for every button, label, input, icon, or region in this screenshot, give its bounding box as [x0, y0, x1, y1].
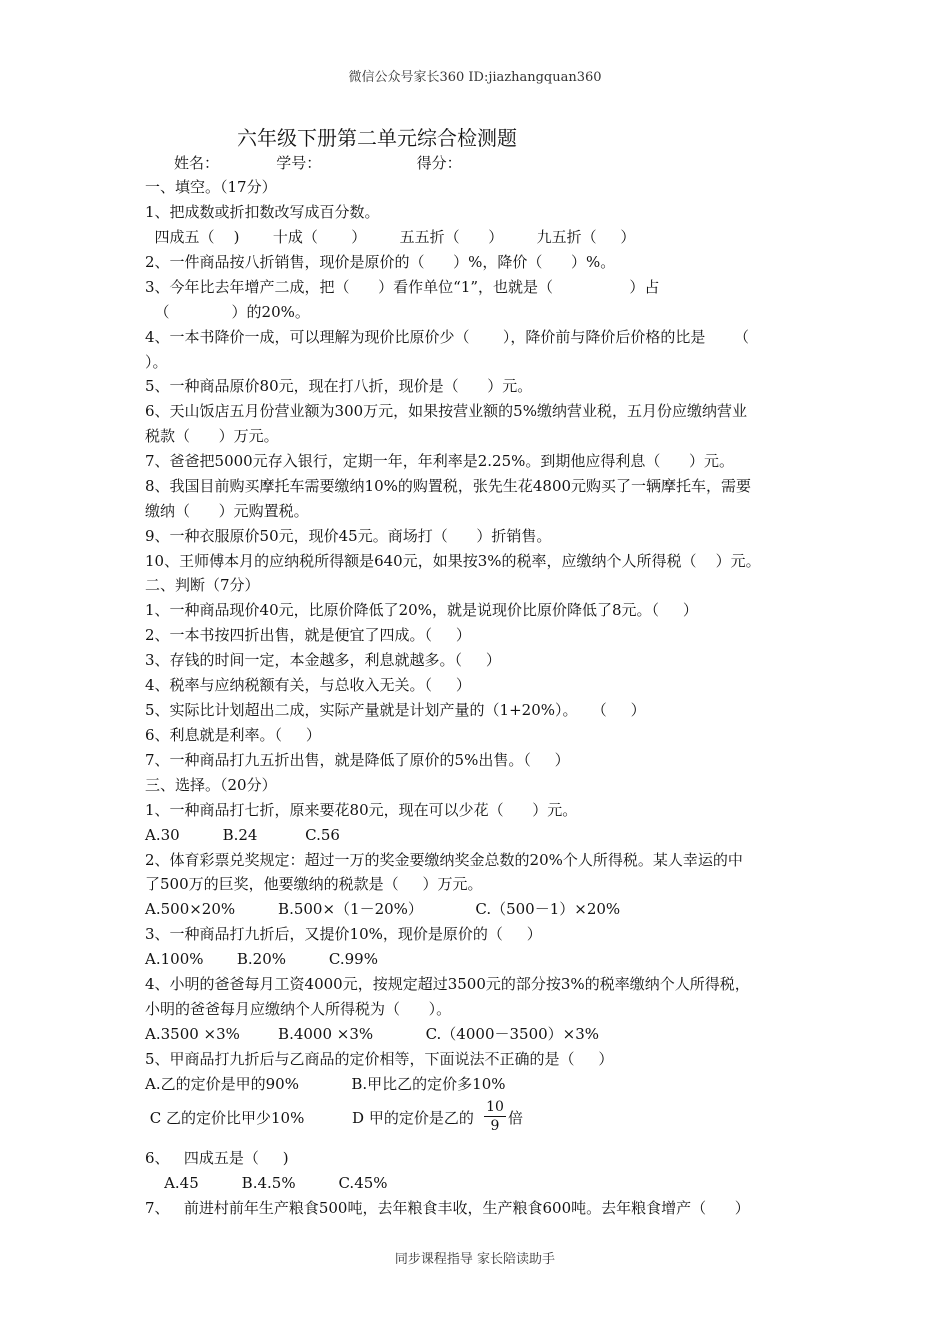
question-line: 1、把成数或折扣数改写成百分数。 — [145, 203, 380, 221]
page-title: 六年级下册第二单元综合检测题 — [237, 126, 517, 150]
question-line: 7、爸爸把5000元存入银行，定期一年，年利率是2.25%。到期他应得利息（ ）元。 — [145, 452, 734, 470]
question-line: 7、一种商品打九五折出售，就是降低了原价的5%出售。（ ） — [145, 751, 570, 769]
section-1-heading: 一、填空。（17分） — [145, 178, 277, 196]
question-line: 1、一种商品现价40元，比原价降低了20%，就是说现价比原价降低了8元。（ ） — [145, 601, 698, 619]
question-line: 2、一件商品按八折销售，现价是原价的（ ）%，降价（ ）%。 — [145, 253, 616, 271]
options-line: C 乙的定价比甲少10% D 甲的定价是乙的 — [145, 1109, 474, 1127]
fraction-numerator: 10 — [484, 1098, 506, 1117]
section-2-heading: 二、判断（7分） — [145, 576, 260, 594]
question-line: 2、一本书按四折出售，就是便宜了四成。（ ） — [145, 626, 471, 644]
options-line: A.45 B.4.5% C.45% — [145, 1174, 388, 1192]
fraction-ten-ninths — [484, 1098, 506, 1135]
question-line: 7、 前进村前年生产粮食500吨，去年粮食丰收，生产粮食600吨。去年粮食增产（ ） — [145, 1199, 750, 1217]
fraction-suffix: 倍 — [508, 1109, 524, 1127]
question-line: 9、一种衣服原价50元，现价45元。商场打（ ）折销售。 — [145, 527, 552, 545]
options-line: A.30 B.24 C.56 — [145, 826, 340, 844]
question-line: 小明的爸爸每月应缴纳个人所得税为（ ）。 — [145, 1000, 452, 1018]
options-line: A.500×20% B.500×（1－20%） C.（500－1）×20% — [145, 900, 621, 918]
question-line: 10、王师傅本月的应纳税所得额是640元，如果按3%的税率，应缴纳个人所得税（ ）元。 — [145, 552, 761, 570]
options-line: A.乙的定价是甲的90% B.甲比乙的定价多10% — [145, 1075, 506, 1093]
question-line: 4、一本书降价一成，可以理解为现价比原价少（ ），降价前与降价后价格的比是 （ — [145, 328, 750, 346]
question-line: 缴纳（ ）元购置税。 — [145, 502, 309, 520]
question-line: 5、甲商品打九折后与乙商品的定价相等，下面说法不正确的是（ ） — [145, 1050, 614, 1068]
question-line: 3、今年比去年增产二成，把（ ）看作单位“1”，也就是（ ）占 — [145, 278, 660, 296]
page-header: 微信公众号家长360 ID:jiazhangquan360 — [348, 70, 602, 85]
page-footer: 同步课程指导 家长陪读助手 — [394, 1252, 556, 1267]
question-line: 5、一种商品原价80元，现在打八折，现价是（ ）元。 — [145, 377, 533, 395]
question-line: 6、天山饭店五月份营业额为300万元，如果按营业额的5%缴纳营业税，五月份应缴纳营业 — [145, 402, 747, 420]
question-line: 6、 四成五是（ ) — [145, 1149, 289, 1167]
question-line: 3、存钱的时间一定，本金越多，利息就越多。（ ） — [145, 651, 501, 669]
question-line: ）。 — [145, 353, 168, 371]
options-line: A.100% B.20% C.99% — [145, 950, 378, 968]
question-line: 4、小明的爸爸每月工资4000元，按规定超过3500元的部分按3%的税率缴纳个人所得税， — [145, 975, 750, 993]
question-line: （ ）的20%。 — [145, 303, 310, 321]
fraction-denominator: 9 — [490, 1118, 500, 1134]
question-line: 了500万的巨奖，他要缴纳的税款是（ ）万元。 — [145, 875, 483, 893]
question-line: 6、利息就是利率。（ ） — [145, 726, 321, 744]
student-info-line: 姓名： 学号： 得分： — [174, 154, 462, 172]
question-line: 5、实际比计划超出二成，实际产量就是计划产量的（1+20%）。 （ ） — [145, 701, 646, 719]
question-line: 8、我国目前购买摩托车需要缴纳10%的购置税，张先生花4800元购买了一辆摩托车，需要 — [145, 477, 752, 495]
question-line: 2、体育彩票兑奖规定：超过一万的奖金要缴纳奖金总数的20%个人所得税。某人幸运的中 — [145, 851, 743, 869]
question-line: 4、税率与应纳税额有关，与总收入无关。（ ） — [145, 676, 471, 694]
question-line: 税款（ ）万元。 — [145, 427, 279, 445]
options-line: A.3500 ×3% B.4000 ×3% C.（4000－3500）×3% — [145, 1025, 600, 1043]
question-line: 3、一种商品打九折后，又提价10%，现价是原价的（ ） — [145, 925, 542, 943]
question-line: 四成五（ ) 十成（ ） 五五折（ ） 九五折（ ） — [145, 228, 636, 246]
question-line: 1、一种商品打七折，原来要花80元，现在可以少花（ ）元。 — [145, 801, 578, 819]
section-3-heading: 三、选择。（20分） — [145, 776, 277, 794]
